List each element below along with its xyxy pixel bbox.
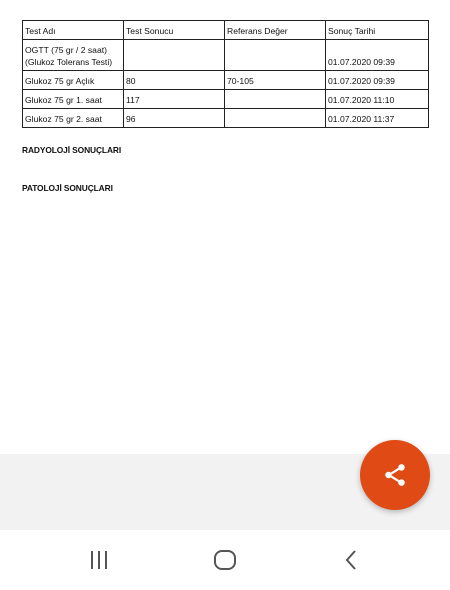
header-test-name: Test Adı	[23, 21, 124, 40]
cell-test-name: Glukoz 75 gr Açlık	[23, 71, 124, 90]
cell-reference-value	[225, 109, 326, 128]
pathology-results-title: PATOLOJİ SONUÇLARI	[22, 183, 113, 193]
cell-result-date: 01.07.2020 11:37	[326, 109, 429, 128]
table-header-row	[23, 21, 429, 40]
back-button[interactable]	[336, 546, 366, 574]
cell-test-name-line1: OGTT (75 gr / 2 saat)	[25, 45, 107, 55]
cell-test-name: Glukoz 75 gr 1. saat	[23, 90, 124, 109]
cell-test-name: Glukoz 75 gr 2. saat	[23, 109, 124, 128]
header-result-date: Sonuç Tarihi	[326, 21, 429, 40]
cell-result-date: 01.07.2020 09:39	[326, 71, 429, 90]
radiology-results-title: RADYOLOJİ SONUÇLARI	[22, 145, 122, 155]
header-reference-value: Referans Değer	[225, 21, 326, 40]
cell-reference-value	[225, 90, 326, 109]
cell-test-result: 117	[124, 90, 225, 109]
cell-result-date: 01.07.2020 11:10	[326, 90, 429, 109]
lab-results-table	[22, 20, 429, 128]
back-icon	[341, 548, 361, 572]
cell-test-result	[124, 40, 225, 71]
cell-test-name-line2: (Glukoz Tolerans Testi)	[25, 57, 113, 67]
cell-test-result: 96	[124, 109, 225, 128]
system-navigation-bar	[0, 530, 450, 590]
cell-reference-value: 70-105	[225, 71, 326, 90]
cell-test-result: 80	[124, 71, 225, 90]
cell-test-name	[23, 40, 124, 71]
cell-reference-value	[225, 40, 326, 71]
share-icon	[382, 462, 408, 488]
header-test-result: Test Sonucu	[124, 21, 225, 40]
table-row	[23, 71, 429, 90]
table-row	[23, 109, 429, 128]
home-icon	[212, 548, 238, 572]
recents-icon	[87, 549, 111, 571]
table-row	[23, 40, 429, 71]
home-button[interactable]	[210, 546, 240, 574]
recents-button[interactable]	[84, 546, 114, 574]
cell-result-date: 01.07.2020 09:39	[326, 40, 429, 71]
share-button[interactable]	[360, 440, 430, 510]
table-row	[23, 90, 429, 109]
